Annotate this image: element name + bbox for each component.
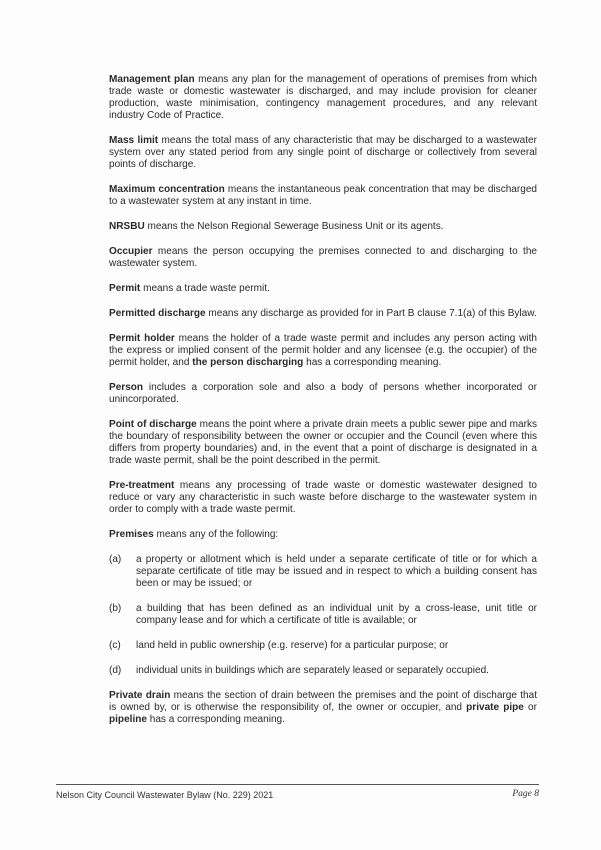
term: Permit holder xyxy=(109,333,175,344)
definition-person xyxy=(109,382,537,406)
definition-mass-limit xyxy=(109,135,537,171)
definition-text: includes a corporation sole and also a body of persons whether incorporated or unincorporated. xyxy=(109,382,537,405)
definition-permit-holder xyxy=(109,333,537,369)
definition-text-continued: or xyxy=(523,702,537,713)
list-item-text: a building that has been defined as an individual unit by a cross-lease, unit title or company lease and for which a certificate of title is available; or xyxy=(136,603,537,626)
list-item-text: a property or allotment which is held under a separate certificate of title or for which a separate certificate of title may be issued and in respect to which a building consent has been or may be issued; or xyxy=(136,554,537,589)
definition-text: means any of the following: xyxy=(153,529,279,540)
definition-text: means the Nelson Regional Sewerage Business Unit or its agents. xyxy=(144,221,444,232)
term: Pre-treatment xyxy=(109,480,175,491)
list-marker: (b) xyxy=(109,603,122,614)
term: Premises xyxy=(109,529,154,540)
footer-document-title: Nelson City Council Wastewater Bylaw (No. 229) 2021 xyxy=(56,790,274,800)
list-item xyxy=(109,665,537,677)
term-tertiary: pipeline xyxy=(109,714,147,725)
term: Mass limit xyxy=(109,135,159,146)
premises-list xyxy=(109,554,537,677)
definition-text: means the section of drain between the premises and the point of discharge that is owned by, or is otherwise the responsibility of, the owner or occupier, and xyxy=(109,690,537,713)
term: Person xyxy=(109,382,144,393)
definition-maximum-concentration xyxy=(109,184,537,208)
list-marker: (a) xyxy=(109,554,122,565)
term: Permitted discharge xyxy=(109,308,206,319)
list-item xyxy=(109,554,537,590)
term: Management plan xyxy=(109,74,195,85)
definition-management-plan xyxy=(109,74,537,122)
definition-premises xyxy=(109,529,537,541)
definition-text-continued: has a corresponding meaning. xyxy=(303,357,442,368)
term: NRSBU xyxy=(109,221,145,232)
definition-text: means the total mass of any characteristic that may be discharged to a wastewater system over any stated period from any single point of discharge or collectively from several points of discharge. xyxy=(109,135,537,170)
list-marker: (d) xyxy=(109,665,122,676)
definitions-content xyxy=(109,74,537,739)
list-item xyxy=(109,603,537,627)
definition-permitted-discharge xyxy=(109,308,537,320)
definition-private-drain xyxy=(109,690,537,726)
term: Private drain xyxy=(109,690,171,701)
definition-text: means the holder of a trade waste permit and includes any person acting with the express or implied consent of the permit holder and any licensee (e.g. the occupier) of the permit holder, and xyxy=(109,333,538,368)
definition-pre-treatment xyxy=(109,480,537,516)
definition-text: means any processing of trade waste or domestic wastewater designed to reduce or vary any characteristic in such waste before discharge to the wastewater system in order to comply with a trade waste permit. xyxy=(109,480,537,515)
list-marker: (c) xyxy=(109,640,121,651)
term: Occupier xyxy=(109,246,153,257)
definition-occupier xyxy=(109,246,537,270)
footer-page-number: Page 8 xyxy=(512,789,539,799)
term-secondary: the person discharging xyxy=(192,357,304,368)
footer-divider xyxy=(56,784,539,785)
list-item xyxy=(109,640,537,652)
definition-text: means any plan for the management of operations of premises from which trade waste or domestic wastewater is discharged, and may include provision for cleaner production, waste minimisation, contingency management procedures, and any relevant industry Code of Practice. xyxy=(109,74,537,121)
definition-text: means the person occupying the premises connected to and discharging to the wastewater system. xyxy=(109,246,537,269)
list-item-text: land held in public ownership (e.g. reserve) for a particular purpose; or xyxy=(136,640,449,651)
definition-text: means any discharge as provided for in Part B clause 7.1(a) of this Bylaw. xyxy=(205,308,537,319)
definition-point-of-discharge xyxy=(109,419,537,467)
list-item-text: individual units in buildings which are separately leased or separately occupied. xyxy=(136,665,489,676)
term: Maximum concentration xyxy=(109,184,225,195)
definition-nrsbu xyxy=(109,221,537,233)
term: Permit xyxy=(109,283,141,294)
term-secondary: private pipe xyxy=(466,702,524,713)
definition-permit xyxy=(109,283,537,295)
definition-text: means the point where a private drain meets a public sewer pipe and marks the boundary of responsibility between the owner or occupier and the Council (even where this differs from property boundaries) and, in the event that a point of discharge is designated in a trade waste permit, shall be the point described in the permit. xyxy=(109,419,537,466)
definition-text-end: has a corresponding meaning. xyxy=(146,714,285,725)
term: Point of discharge xyxy=(109,419,197,430)
definition-text: means a trade waste permit. xyxy=(140,283,270,294)
definition-text: means the instantaneous peak concentration that may be discharged to a wastewater system at any instant in time. xyxy=(109,184,537,207)
